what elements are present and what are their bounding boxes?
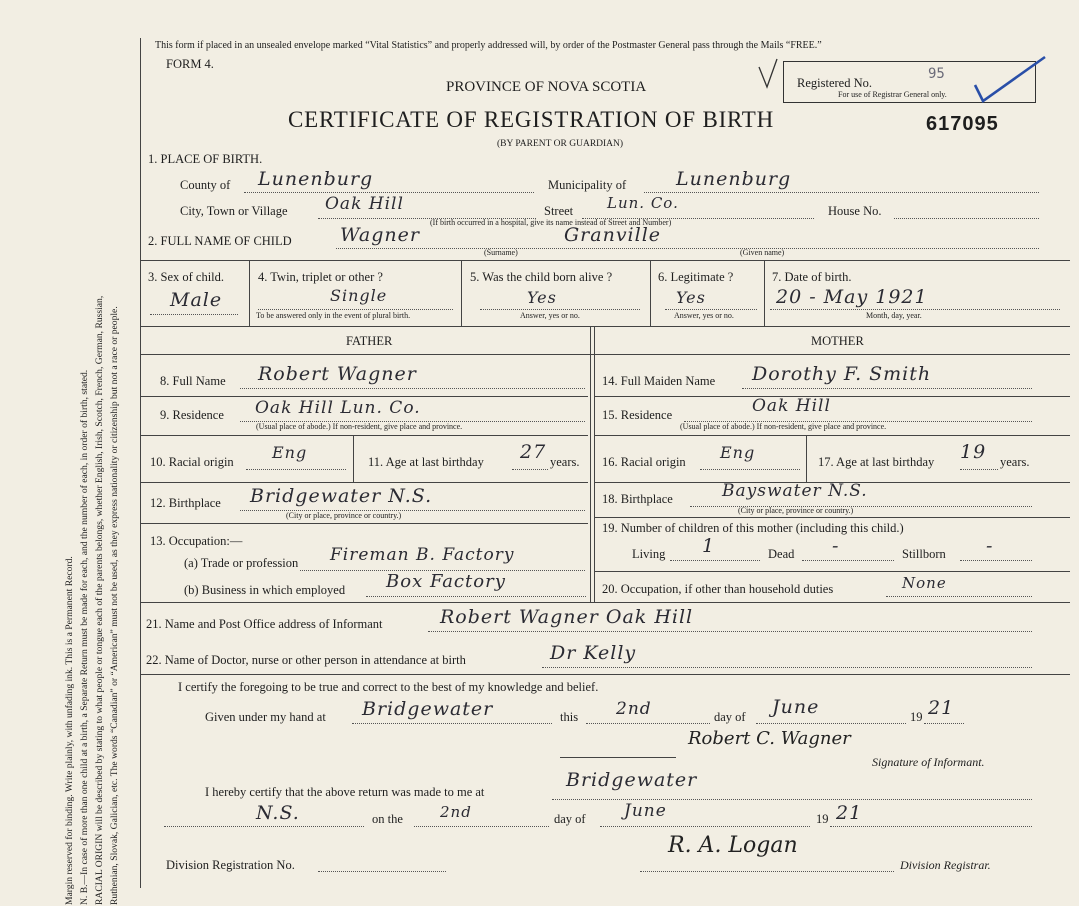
certify-day-of: day of [714,710,746,724]
house-label: House No. [828,204,882,218]
margin-rule [140,38,141,888]
city-value: Oak Hill [325,194,404,214]
sex-value: Male [170,289,223,311]
municipality-value: Lunenburg [676,168,792,190]
dead-label: Dead [768,547,795,561]
twin-label: 4. Twin, triplet or other ? [258,270,383,284]
check-mark-icon [755,55,1055,110]
margin-note-2: N. B.—In case of more than one child at a birth, a Separate Return must be made for each, and the number of each, in order of birth, stated. [79,369,90,905]
legitimate-note: Answer, yes or no. [674,311,734,320]
father-residence-value: Oak Hill Lun. Co. [255,398,421,418]
informant-label: 21. Name and Post Office address of Informant [146,617,383,631]
hospital-note: (If birth occurred in a hospital, give its name instead of Street and Number) [430,218,672,227]
registrar-statement: I hereby certify that the above return was made to me at [205,785,485,799]
mother-birthplace-note: (City or place, province or country.) [738,506,854,515]
living-value: 1 [702,535,716,557]
mother-occupation-label: 20. Occupation, if other than household duties [602,582,834,596]
mother-racial-label: 16. Racial origin [602,455,686,469]
division-registrar-label: Division Registrar. [900,858,991,872]
division-registration-label: Division Registration No. [166,858,295,872]
child-name-label: 2. FULL NAME OF CHILD [148,234,292,248]
alive-note: Answer, yes or no. [520,311,580,320]
mother-heading: MOTHER [811,334,864,348]
occupation-label: 13. Occupation:— [150,534,243,548]
margin-note-1: Margin reserved for binding. Write plainly, with unfading ink. This is a Permanent Record. [64,556,75,905]
mother-residence-label: 15. Residence [602,408,673,422]
county-label: County of [180,178,231,192]
form-number: FORM 4. [166,57,214,71]
certificate-title: CERTIFICATE OF REGISTRATION OF BIRTH [288,107,775,132]
mother-name-value: Dorothy F. Smith [752,363,932,385]
living-label: Living [632,547,666,561]
surname-note: (Surname) [484,248,518,257]
father-name-value: Robert Wagner [258,363,417,385]
registrar-on-the: on the [372,812,403,826]
sex-label: 3. Sex of child. [148,270,225,284]
province-heading: PROVINCE OF NOVA SCOTIA [446,79,647,95]
mother-birthplace-label: 18. Birthplace [602,492,673,506]
postal-notice: This form if placed in an unsealed envelope marked “Vital Statistics” and properly addressed will, by order of the Postmaster General pass through the Mails “FREE.” [155,40,822,51]
mother-name-label: 14. Full Maiden Name [602,374,716,388]
street-label: Street [544,204,574,218]
business-value: Box Factory [386,571,506,592]
child-given-value: Granville [564,224,662,246]
serial-number: 617095 [926,113,999,135]
certify-year-value: 21 [928,697,955,719]
margin-note-4: Ruthenian, Slovak, Galician, etc. The words “Canadian” or “American” must not be used, as they express nationality or citizenship but not a race or people. [109,306,120,905]
registrar-day-value: 2nd [440,803,472,821]
certify-year-prefix: 19 [910,710,923,724]
registrar-signature: R. A. Logan [668,833,798,858]
informant-signature: Robert C. Wagner [688,728,851,749]
father-racial-value: Eng [272,443,308,462]
children-label: 19. Number of children of this mother (including this child.) [602,521,904,535]
registrar-month-value: June [624,801,667,821]
father-age-unit: years. [550,455,580,469]
mother-residence-value: Oak Hill [752,396,831,416]
dob-label: 7. Date of birth. [772,270,852,284]
alive-label: 5. Was the child born alive ? [470,270,613,284]
mother-age-value: 19 [960,441,987,463]
stillborn-value: - [986,535,994,557]
father-birthplace-note: (City or place, province or country.) [286,511,402,520]
father-birthplace-label: 12. Birthplace [150,496,221,510]
margin-instructions [62,105,122,905]
mother-residence-note: (Usual place of abode.) If non-resident, give place and province. [680,422,887,431]
city-label: City, Town or Village [180,204,288,218]
registrar-day-of: day of [554,812,586,826]
registrar-province-value: N.S. [256,802,300,824]
registrar-year-value: 21 [836,802,863,824]
father-birthplace-value: Bridgewater N.S. [250,485,433,507]
twin-note: To be answered only in the event of plural birth. [256,311,411,320]
father-name-label: 8. Full Name [160,374,226,388]
certify-day-value: 2nd [616,699,652,719]
municipality-label: Municipality of [548,178,627,192]
dead-value: - [832,535,840,557]
given-label: Given under my hand at [205,710,326,724]
father-age-value: 27 [520,441,547,463]
dob-note: Month, day, year. [866,311,922,320]
certify-month-value: June [772,696,820,718]
doctor-value: Dr Kelly [550,642,637,664]
legitimate-value: Yes [676,288,706,307]
legitimate-label: 6. Legitimate ? [658,270,734,284]
doctor-label: 22. Name of Doctor, nurse or other person in attendance at birth [146,653,466,667]
father-age-label: 11. Age at last birthday [368,455,484,469]
mother-occupation-value: None [902,574,947,592]
child-surname-value: Wagner [340,224,420,246]
mother-age-unit: years. [1000,455,1030,469]
twin-value: Single [330,286,388,305]
registrar-year-prefix: 19 [816,812,829,826]
alive-value: Yes [527,288,557,307]
trade-label: (a) Trade or profession [184,556,299,570]
given-note: (Given name) [740,248,785,257]
registrar-note: For use of Registrar General only. [838,90,947,99]
this-label: this [560,710,579,724]
county-value: Lunenburg [258,168,374,190]
certify-statement: I certify the foregoing to be true and correct to the best of my knowledge and belief. [178,680,599,694]
certificate-subtitle: (BY PARENT OR GUARDIAN) [497,139,624,149]
mother-racial-value: Eng [720,443,756,462]
mother-age-label: 17. Age at last birthday [818,455,935,469]
given-place-value: Bridgewater [362,698,494,720]
street-value: Lun. Co. [607,194,679,212]
registrar-place-value: Bridgewater [566,769,698,791]
dob-value: 20 - May 1921 [776,286,928,308]
mother-birthplace-value: Bayswater N.S. [722,481,868,501]
business-label: (b) Business in which employed [184,583,346,597]
trade-value: Fireman B. Factory [330,545,515,565]
signature-label: Signature of Informant. [872,755,985,769]
stillborn-label: Stillborn [902,547,946,561]
father-residence-label: 9. Residence [160,408,224,422]
place-heading: 1. PLACE OF BIRTH. [148,152,263,166]
registered-label: Registered No. [797,76,872,90]
margin-note-3: RACIAL ORIGIN will be described by stating to what people or tongue each of the parents belongs, whether English, Irish, Scotch, French, German, Russian, [94,295,105,905]
father-racial-label: 10. Racial origin [150,455,234,469]
father-heading: FATHER [346,334,393,348]
father-residence-note: (Usual place of abode.) If non-resident, give place and province. [256,422,463,431]
registered-number: 95 [928,66,945,82]
informant-value: Robert Wagner Oak Hill [440,606,694,628]
